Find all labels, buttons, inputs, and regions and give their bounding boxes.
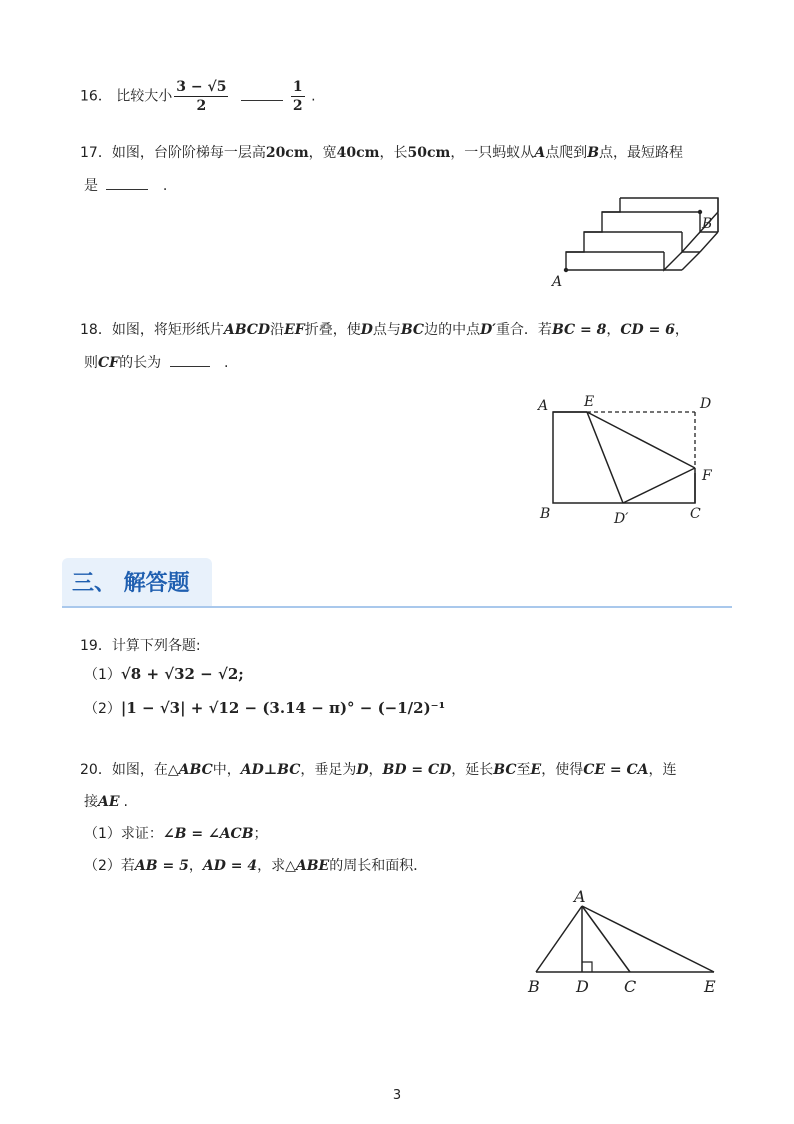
- answer-blank-16[interactable]: [241, 88, 283, 101]
- q20-p2-text: ，求△: [257, 858, 296, 874]
- q18-text-e: 边的中点: [424, 322, 481, 338]
- answer-blank-17[interactable]: [106, 177, 148, 190]
- right-angle-mark: [582, 962, 592, 972]
- q17-text-f: 点，最短路程: [599, 145, 684, 161]
- fig18-label-e: E: [584, 394, 595, 410]
- q19-p2-label: （2）: [84, 701, 121, 717]
- fraction-2-numerator: 1: [292, 79, 303, 95]
- q18-cf: CF: [98, 355, 120, 371]
- q17-text-g: 是: [84, 178, 98, 194]
- question-19-part-2: [84, 698, 445, 719]
- q20-p1-label: （1）求证：: [84, 826, 163, 842]
- figure-staircase: [548, 190, 728, 290]
- fraction-1: [174, 78, 228, 115]
- q20-p1-end: ；: [253, 826, 268, 842]
- q17-length: 50cm: [407, 145, 451, 161]
- stair-top-edge: [620, 198, 718, 212]
- fig20-label-a: A: [574, 887, 586, 906]
- q20-text-b: 中，: [212, 762, 241, 778]
- figure-triangle: [520, 884, 730, 1004]
- q20-text-d: ，: [368, 762, 383, 778]
- section-title: 三、 解答题: [72, 571, 190, 596]
- question-17-line-2: [84, 176, 167, 196]
- question-19-number: 19．: [80, 638, 112, 654]
- q19-text: 计算下列各题:: [111, 638, 201, 654]
- q18-text-g: ，: [674, 322, 689, 338]
- q18-text-a: 如图，将矩形纸片: [111, 322, 224, 338]
- q18-bc: BC: [400, 322, 425, 338]
- fig20-label-e: E: [704, 977, 716, 996]
- q17-text-b: ，宽: [308, 145, 337, 161]
- question-20-part-2: [84, 856, 427, 876]
- segment-f-dprime: [623, 468, 695, 503]
- q17-text-a: 如图，台阶阶梯每一层高: [111, 145, 266, 161]
- q17-point-a: A: [534, 145, 546, 161]
- q19-p2-expression: |1 − √3| + √12 − (3.14 − π)° − (−1/2)⁻¹: [120, 699, 446, 717]
- q18-text-i: 的长为: [119, 355, 162, 371]
- fig18-label-a: A: [538, 398, 549, 414]
- q20-cond-2: BD = CD: [382, 762, 452, 778]
- question-17-line-1: [80, 143, 683, 163]
- q20-e: E: [530, 762, 542, 778]
- q18-text-j: .: [224, 355, 229, 371]
- q18-text-b: 沿: [270, 322, 285, 338]
- q20-p2-cond-1: AB = 5: [134, 858, 189, 874]
- q18-sep: ，: [606, 322, 621, 338]
- q20-p1-expression: ∠B = ∠ACB: [162, 826, 254, 842]
- q18-text-f: 重合．若: [495, 322, 552, 338]
- q20-text-h: ，连: [648, 762, 677, 778]
- question-18-line-1: [80, 320, 689, 340]
- answer-blank-18[interactable]: [170, 354, 210, 367]
- question-20-part-1: [84, 824, 268, 844]
- q20-text-j: .: [123, 794, 128, 810]
- q18-text-h: 则: [84, 355, 98, 371]
- question-19-part-1: [84, 664, 244, 685]
- question-16: [80, 78, 316, 115]
- page-number: 3: [392, 1088, 402, 1103]
- q20-abc: ABC: [178, 762, 213, 778]
- q18-text-d: 点与: [372, 322, 401, 338]
- segment-ae: [582, 906, 714, 972]
- figure-folded-rectangle: [528, 390, 728, 530]
- q18-ef: EF: [284, 322, 305, 338]
- question-16-number: 16．: [80, 88, 112, 105]
- q20-text-a: 如图，在△: [111, 762, 179, 778]
- fig18-label-f: F: [702, 468, 712, 484]
- segment-e-dprime: [587, 412, 623, 503]
- q17-point-b: B: [587, 145, 600, 161]
- q17-text-d: ，一只蚂蚁从: [450, 145, 535, 161]
- q20-text-c: ，垂足为: [300, 762, 357, 778]
- fraction-1-numerator: 3 − √5: [176, 79, 227, 95]
- fig18-label-dprime: D′: [614, 511, 629, 527]
- q20-p2-label: （2）若: [84, 858, 135, 874]
- q20-text-g: ，使得: [541, 762, 584, 778]
- q20-p2-sep: ，: [188, 858, 203, 874]
- fig18-label-c: C: [690, 506, 701, 522]
- question-20-line-2: [84, 792, 128, 812]
- q18-dprime: D′: [480, 322, 496, 338]
- segment-ef: [587, 412, 695, 468]
- q18-cond-1: BC = 8: [551, 322, 607, 338]
- q17-width: 40cm: [336, 145, 380, 161]
- q18-d: D: [360, 322, 373, 338]
- q20-text-e: ，延长: [451, 762, 494, 778]
- q18-rect: ABCD: [223, 322, 271, 338]
- question-16-end: .: [311, 88, 316, 105]
- point-a-dot: [564, 268, 568, 272]
- question-18-number: 18．: [80, 322, 112, 338]
- question-19: [80, 636, 201, 656]
- fig20-label-c: C: [624, 977, 637, 996]
- fig18-label-b: B: [540, 506, 551, 522]
- fig20-label-d: D: [576, 977, 589, 996]
- q20-text-f: 至: [516, 762, 531, 778]
- question-18-line-2: [84, 353, 228, 373]
- q20-cond-1: AD⊥BC: [240, 762, 301, 778]
- q17-text-h: .: [162, 178, 168, 194]
- q17-text-e: 点爬到: [545, 145, 588, 161]
- stair-front-profile: [566, 198, 620, 270]
- q18-text-c: 折叠，使: [304, 322, 361, 338]
- section-divider: [62, 606, 732, 608]
- segment-ab: [536, 906, 582, 972]
- question-16-text: 比较大小: [116, 88, 173, 105]
- fig17-label-b: B: [702, 216, 713, 232]
- fraction-1-denominator: 2: [196, 98, 207, 114]
- q17-text-c: ，长: [379, 145, 408, 161]
- question-17-number: 17．: [80, 145, 112, 161]
- question-20-number: 20．: [80, 762, 112, 778]
- q20-ae: AE: [98, 794, 120, 810]
- q17-height: 20cm: [265, 145, 309, 161]
- fig18-label-d: D: [700, 396, 712, 412]
- q18-cond-2: CD = 6: [620, 322, 675, 338]
- point-b-dot: [698, 210, 702, 214]
- question-20-line-1: [80, 760, 677, 780]
- q20-text-i: 接: [84, 794, 98, 810]
- q20-cond-3: CE = CA: [583, 762, 649, 778]
- q19-p1-expression: √8 + √32 − √2;: [120, 665, 244, 683]
- fraction-2: [291, 78, 305, 115]
- q19-p1-label: （1）: [84, 667, 121, 683]
- q20-p2-end: 的周长和面积．: [329, 858, 428, 874]
- q20-bc: BC: [493, 762, 517, 778]
- q20-p2-triangle: ABE: [295, 858, 330, 874]
- fig20-label-b: B: [528, 977, 540, 996]
- fig17-label-a: A: [552, 274, 563, 290]
- q20-d: D: [356, 762, 369, 778]
- fraction-2-denominator: 2: [292, 98, 303, 114]
- q20-p2-cond-2: AD = 4: [202, 858, 258, 874]
